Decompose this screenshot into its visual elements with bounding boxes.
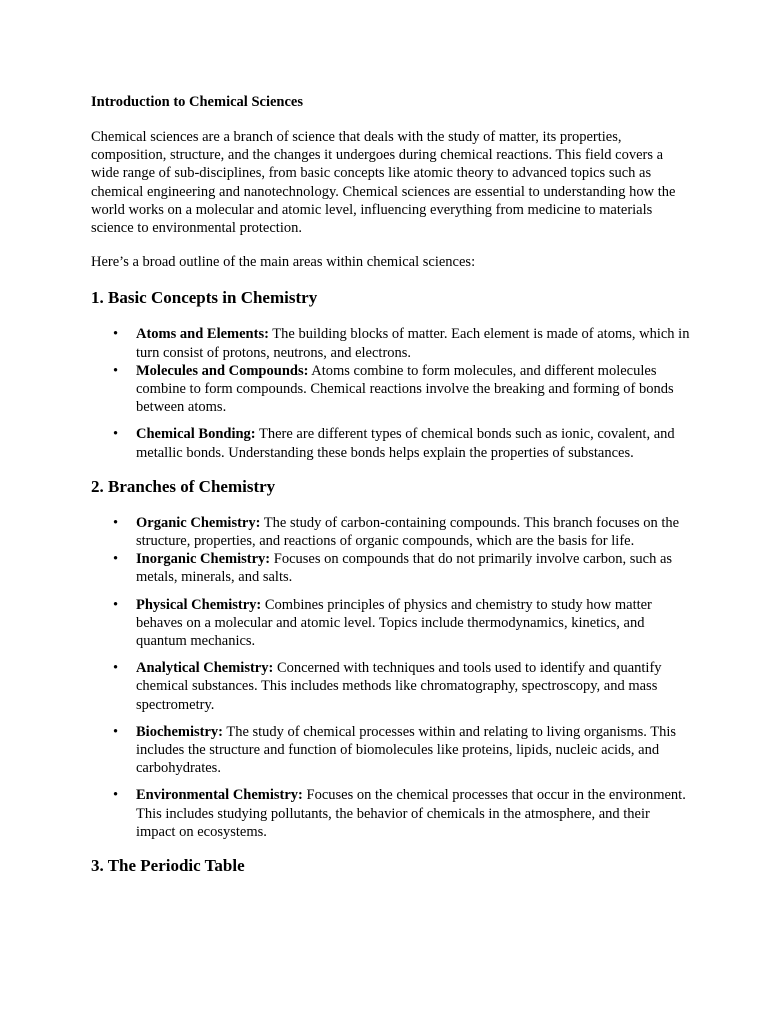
item-text: Combines principles of physics and chemistry to study how matter behaves on a molecular and atomic level. Topics include thermodynamics, kinetics, and quantum mechanics. [136,596,652,650]
intro-paragraph: Chemical sciences are a branch of science that deals with the study of matter, its properties, composition, structure, and the changes it undergoes during chemical reactions. This field covers a wide range of sub-disciplines, from basic concepts like atomic theory to advanced topics such as chemical engineering and nanotechnology. Chemical sciences are essential to understanding how the world works on a molecular and atomic level, influencing everything from medicine to materials science to environmental protection. [91,129,676,237]
item-text: Concerned with techniques and tools used to identify and quantify chemical substances. This includes methods like chromatography, spectroscopy, and mass spectrometry. [136,660,662,713]
list-item [91,550,691,586]
bullet-icon: • [113,426,119,443]
document-page [91,92,691,893]
document-title: Introduction to Chemical Sciences [91,94,303,110]
bullet-icon: • [113,551,119,568]
item-text: Focuses on compounds that do not primarily involve carbon, such as metals, minerals, and salts. [136,551,673,586]
branches-list [91,514,691,841]
list-item [91,723,691,778]
item-term: Inorganic Chemistry: [136,551,271,568]
item-text: There are different types of chemical bonds such as ionic, covalent, and metallic bonds. Understanding these bonds helps explain the properties of substances. [136,426,675,461]
bullet-icon: • [113,660,119,677]
list-item [91,425,691,461]
item-text: Atoms combine to form molecules, and different molecules combine to form compounds. Chemical reactions involve the breaking and forming of bonds between atoms. [136,362,674,416]
item-term: Analytical Chemistry: [136,660,274,677]
item-term: Environmental Chemistry: [136,787,303,804]
list-item [91,596,691,651]
list-item [91,659,691,714]
section-heading-periodic-table: 3. The Periodic Table [91,856,245,876]
bullet-icon: • [113,514,119,531]
section-heading-basic-concepts: 1. Basic Concepts in Chemistry [91,288,318,308]
item-term: Chemical Bonding: [136,426,256,443]
basic-concepts-list [91,325,691,461]
bullet-icon: • [113,787,119,804]
item-term: Biochemistry: [136,723,223,740]
outline-lead-paragraph: Here’s a broad outline of the main areas within chemical sciences: [91,254,476,271]
item-text: The study of carbon-containing compounds. This branch focuses on the structure, properties, and reactions of organic compounds, which are the basis for life. [136,514,680,550]
item-text: The building blocks of matter. Each element is made of atoms, which in turn consist of protons, neutrons, and electrons. [136,326,690,361]
section-heading-branches: 2. Branches of Chemistry [91,476,276,496]
list-item [91,325,691,361]
bullet-icon: • [113,596,119,613]
item-term: Organic Chemistry: [136,514,261,531]
item-text: The study of chemical processes within and relating to living organisms. This includes the structure and function of biomolecules like proteins, lipids, nucleic acids, and carbohydrates. [136,723,677,777]
list-item [91,514,691,550]
bullet-icon: • [113,326,119,343]
bullet-icon: • [113,362,119,379]
list-item [91,362,691,417]
bullet-icon: • [113,723,119,740]
item-text: Focuses on the chemical processes that occur in the environment. This includes studying pollutants, the behavior of chemicals in the atmosphere, and their impact on ecosystems. [136,787,686,840]
list-item [91,786,691,841]
item-term: Molecules and Compounds: [136,362,309,379]
item-term: Atoms and Elements: [136,326,269,343]
item-term: Physical Chemistry: [136,596,262,613]
